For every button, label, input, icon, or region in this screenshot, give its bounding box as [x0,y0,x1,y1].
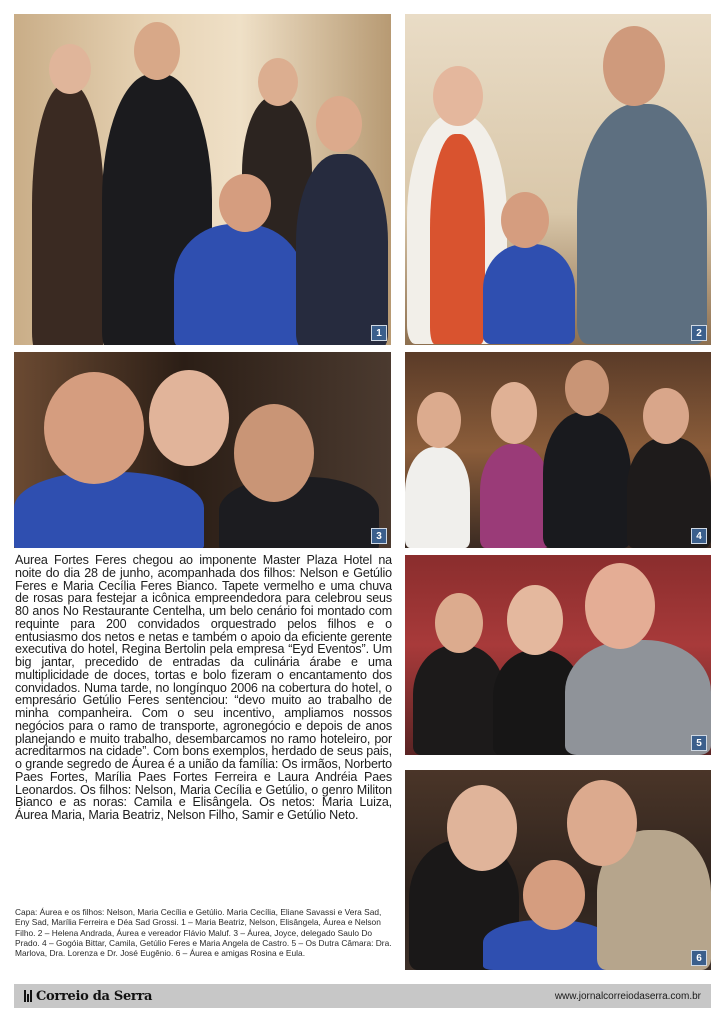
person-head [134,22,180,80]
photo-6 [405,770,711,970]
person-head [49,44,91,94]
person-head [258,58,298,106]
person-head [585,563,655,649]
person-head [567,780,637,866]
photo-number-badge: 5 [691,735,707,751]
person-head [316,96,362,152]
photo-caption: Capa: Áurea e os filhos: Nelson, Maria Cecília e Getúlio. Maria Cecília, Eliane Savassi e Vera Sad, Eny Sad, Marília Ferreira e Déa Sad Grossi. 1 – Maria Beatriz, Nelson, Elisângela, Áurea e Nelson Filho. 2 – Helena Andrada, Áurea e vereador Flávio Maluf. 3 – Áurea, Joyce, delegado Saulo Do Prado. 4 – Gogóia Bittar, Camila, Getúlio Feres e Maria Angela de Castro. 5 – Os Dutra Câmara: Dra. Marlova, Dra. Lorenza e Dr. José Eugênio. 6 – Áurea e amigas Rosina e Eula. [15,907,392,959]
person-figure [577,104,707,344]
person-figure [296,154,388,345]
person-head [44,372,144,484]
photo-number-badge: 3 [371,528,387,544]
person-head [149,370,229,466]
photo-3 [14,352,391,548]
photo-number-badge: 4 [691,528,707,544]
newspaper-logo [24,989,152,1004]
photo-1 [14,14,391,345]
person-figure [430,134,485,344]
person-figure [32,84,104,345]
logo-icon [24,990,32,1002]
person-head [234,404,314,502]
person-head [523,860,585,930]
person-head [417,392,461,448]
person-head [507,585,563,655]
person-figure [543,412,631,548]
person-figure [565,640,711,755]
person-head [435,593,483,653]
person-head [501,192,549,248]
footer-bar [14,984,711,1008]
person-head [447,785,517,871]
photo-number-badge: 6 [691,950,707,966]
person-figure [480,444,550,548]
person-head [219,174,271,232]
person-head [643,388,689,444]
person-figure [174,224,304,345]
photo-2 [405,14,711,345]
person-figure [14,472,204,548]
logo-text: Correio da Serra [36,988,153,1004]
photo-5 [405,555,711,755]
article-body: Áurea Fortes Feres chegou ao imponente Master Plaza Hotel na noite do dia 28 de junho, acompanhada dos filhos: Nelson e Getúlio Feres e Maria Cecília Feres Bianco. Tapete vermelho e uma chuva de rosas para festejar a icônica empreendedora para celebrou seus 80 anos No Restaurante Centelha, um belo cenário foi montado com requinte para 200 convidados orquestrado pelos filhos e o entusiasmo dos netos e netas e também o apoio da eficiente gerente executiva do hotel, Regina Bertolin pela empresa “Eyd Eventos”. Um big jantar, precedido de entradas da culinária árabe e uma multiplicidade de doces, tortas e bolo fizeram o encantamento dos convidados. Numa tarde, no longínquo 2006 na cobertura do hotel, o empresário Getúlio Feres sentenciou: “devo muito ao trabalho de minha companheira. Com o seu incentivo, ampliamos nossos negócios para o ramo de transporte, agronegócio e depois de anos planejando e muito trabalho, desembarcamos no ramo hoteleiro, por acreditarmos na cidade”. Com bons exemplos, herdado de seus pais, o grande segredo de Áurea é a união da família: Os irmãos, Norberto Paes Fortes, Marília Paes Fortes Ferreira e Laura Andréia Paes Leonardos. Os filhos: Nelson, Maria Cecília e Getúlio, o genro Militon Bianco e as noras: Camila e Elisângela. Os netos: Maria Luiza, Áurea Maria, Maria Beatriz, Nelson Filho, Samir e Getúlio Neto. [15,554,392,822]
photo-4 [405,352,711,548]
person-head [491,382,537,444]
person-figure [405,447,470,548]
person-figure [483,244,575,344]
person-head [603,26,665,106]
person-head [433,66,483,126]
website-link[interactable]: www.jornalcorreiodaserra.com.br [554,990,701,1002]
photo-number-badge: 2 [691,325,707,341]
person-figure [413,645,505,755]
photo-number-badge: 1 [371,325,387,341]
person-head [565,360,609,416]
